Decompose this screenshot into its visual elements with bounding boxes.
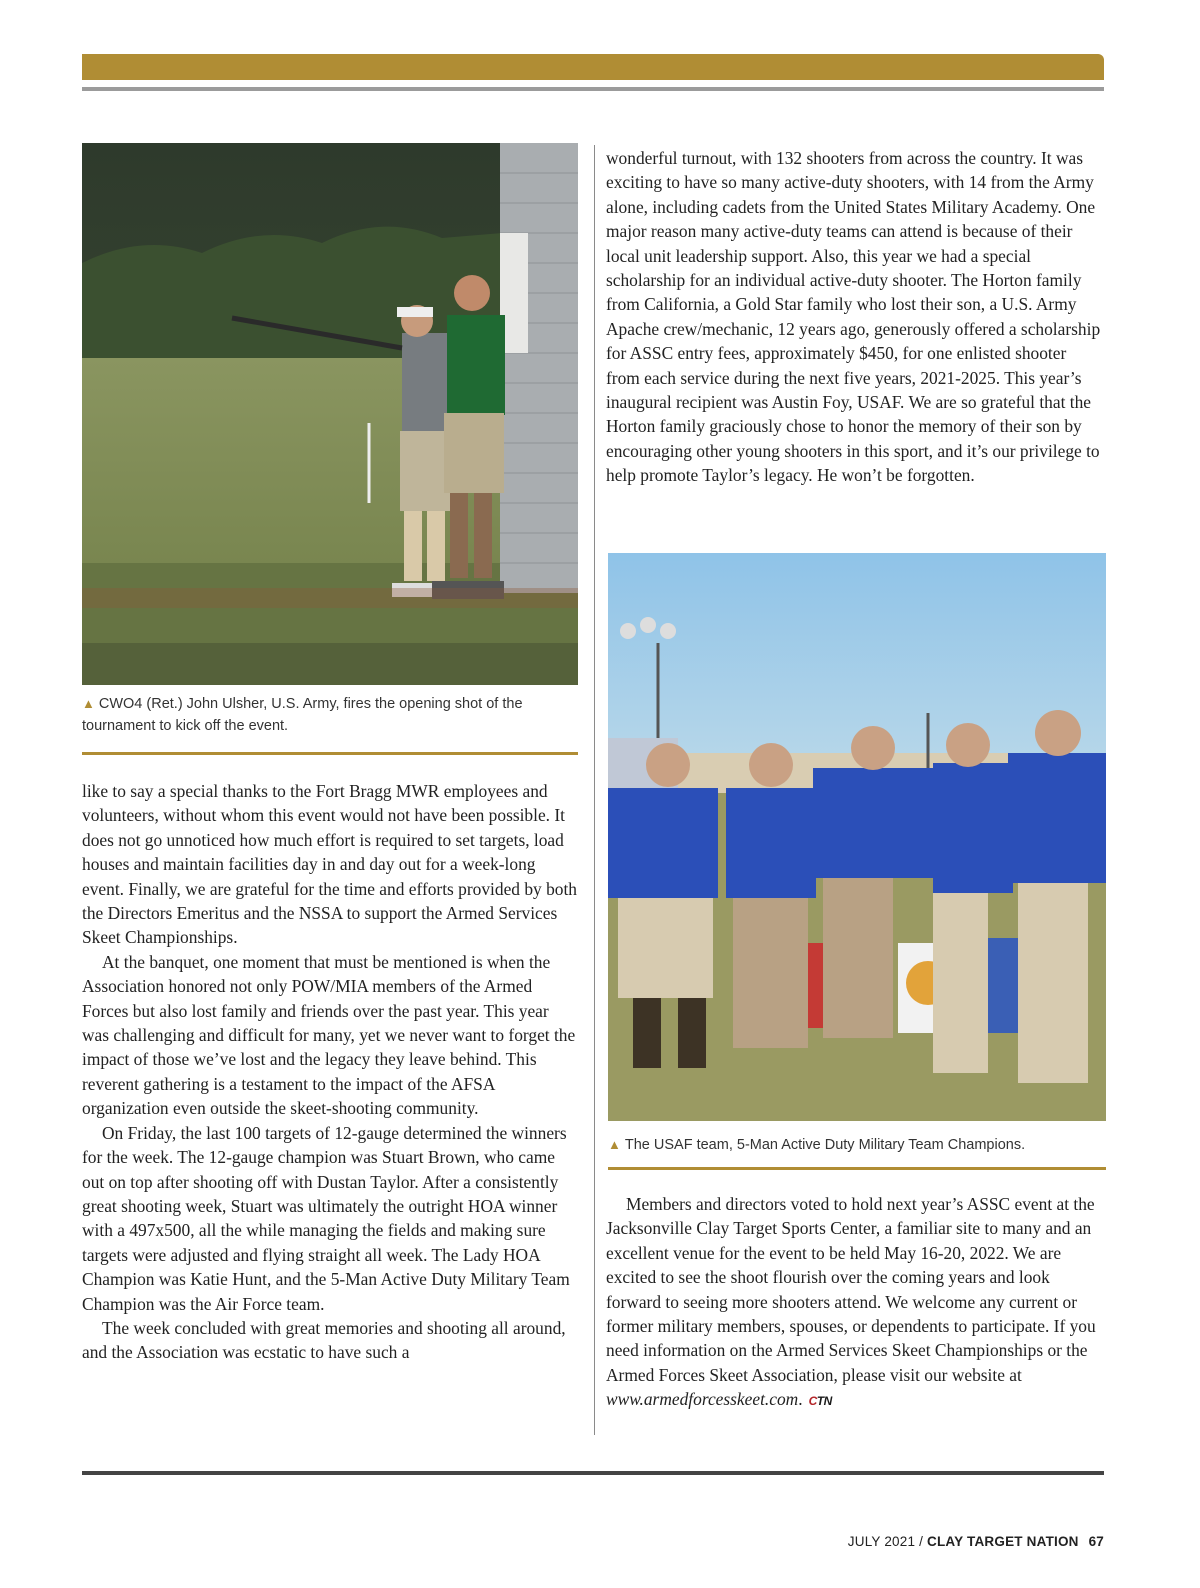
paragraph: wonderful turnout, with 132 shooters from across the country. It was exciting to have so many active-duty shooters, with 14 from the Army alone, including cadets from the United States Military Academy. One major reason many active-duty teams can attend is because of their local unit leadership support. Also, this year we had a special scholarship for an individual active-duty shooter. The Horton family from California, a Gold Star family who lost their son, a U.S. Army Apache crew/mechanic, 12 years ago, generously offered a scholarship for ASSC entry fees, approximately $450, for one enlisted shooter from each service during the next five years, 2021-2025. This year’s inaugural recipient was Austin Foy, USAF. We are so grateful that the Horton family graciously chose to honor the memory of their son by encouraging other young shooters in this sport, and it’s our privilege to help promote Taylor’s legacy. He won’t be forgotten.: [606, 148, 1101, 486]
column-divider: [594, 145, 595, 1435]
photo-shooter-caption: [82, 693, 578, 737]
footer-rule: [82, 1471, 1104, 1475]
footer-page-number: 67: [1088, 1534, 1104, 1549]
photo-usaf-team: [608, 553, 1106, 1121]
photo-usaf-caption: [608, 1134, 1106, 1156]
right-column-top: [606, 146, 1104, 488]
footer-magazine: CLAY TARGET NATION: [927, 1534, 1079, 1549]
footer-separator: /: [919, 1534, 924, 1549]
caption-text: The USAF team, 5-Man Active Duty Military Team Champions.: [624, 1137, 1026, 1153]
caption-rule: [82, 752, 578, 755]
paragraph: Members and directors voted to hold next year’s ASSC event at the Jacksonville Clay Target Sports Center, a familiar site to many and an excellent venue for the event to be held May 16-20, 2022. We are excited to see the shoot flourish over the coming years and look forward to seeing more shooters attend. We welcome any current or former military members, spouses, or dependents to participate. If you need information on the Armed Services Skeet Championships or the Armed Forces Skeet Association, please visit our website at: [606, 1194, 1096, 1385]
period: .: [798, 1389, 803, 1410]
ctn-logo-rest: TN: [816, 1394, 832, 1409]
paragraph: At the banquet, one moment that must be mentioned is when the Association honored not only POW/MIA members of the Armed Forces but also lost family and friends over the past year. This year was challenging and difficult for many, yet we never want to forget the impact of those we’ve lost and the legacy they leave behind. This reverent gathering is a testament to the impact of the AFSA organization even outside the skeet-shooting community.: [82, 951, 576, 1119]
paragraph: On Friday, the last 100 targets of 12-gauge determined the winners for the week. The 12-gauge champion was Stuart Brown, who came out on top after shooting off with Dustan Taylor. After a consistently great shooting week, Stuart was ultimately the outright HOA winner with a 497x500, all the while managing the fields and making sure targets were adjusted and flying straight all week. The Lady HOA Champion was Katie Hunt, and the 5-Man Active Duty Military Team Champion was the Air Force team.: [82, 1122, 570, 1314]
ctn-logo-prefix: C: [808, 1394, 817, 1409]
footer-month: JULY 2021: [847, 1534, 916, 1549]
right-column-bottom: [606, 1192, 1104, 1414]
header-band: [82, 54, 1104, 80]
caption-rule: [608, 1167, 1106, 1170]
caption-triangle-icon: ▲: [82, 696, 95, 711]
header-rule: [82, 87, 1104, 91]
paragraph: The week concluded with great memories and shooting all around, and the Association was ecstatic to have such a: [82, 1317, 566, 1363]
paragraph: like to say a special thanks to the Fort Bragg MWR employees and volunteers, without whom this event would not have been possible. It does not go unnoticed how much effort is required to set targets, load houses and maintain facilities day in and day out for a week-long event. Finally, we are grateful for the time and efforts provided by both the Directors Emeritus and the NSSA to support the Armed Services Skeet Championships.: [82, 781, 577, 948]
caption-text: CWO4 (Ret.) John Ulsher, U.S. Army, fires the opening shot of the tournament to kick off the event.: [82, 696, 523, 734]
website-link[interactable]: www.armedforcesskeet.com: [606, 1389, 799, 1410]
page-footer: [848, 1534, 1104, 1549]
ctn-logo: [809, 1394, 832, 1408]
photo-shooter: [82, 143, 578, 685]
left-column: [82, 779, 579, 1365]
caption-triangle-icon: ▲: [608, 1137, 621, 1152]
